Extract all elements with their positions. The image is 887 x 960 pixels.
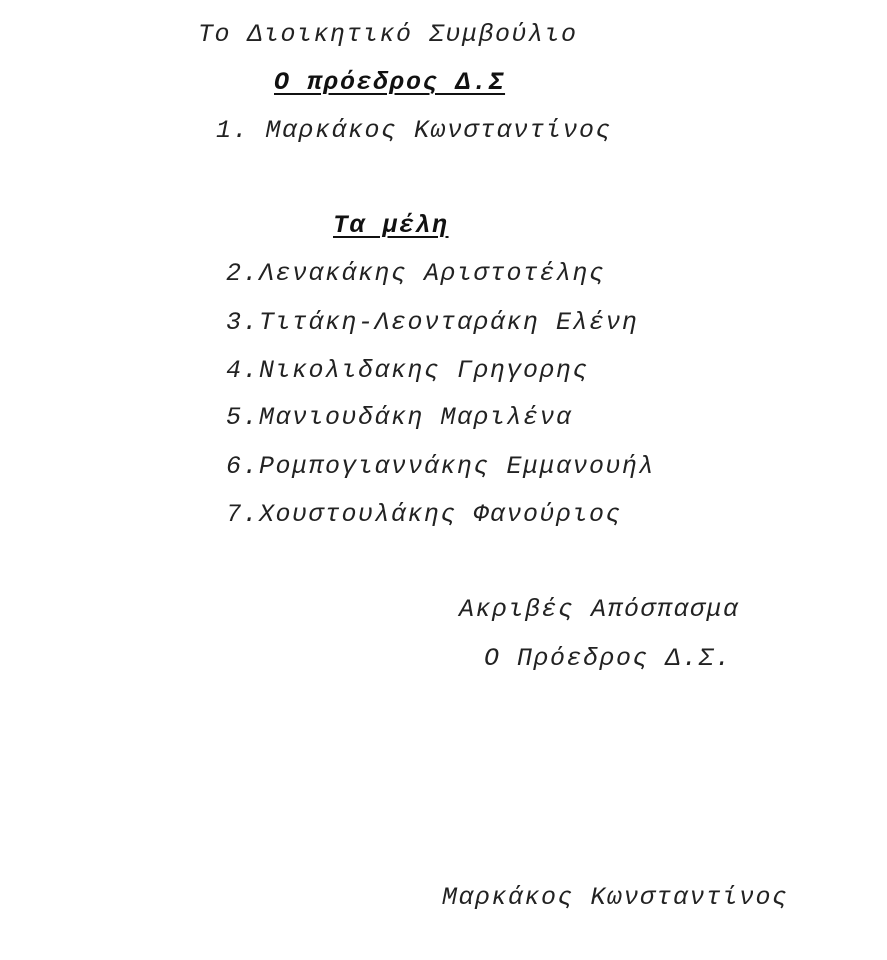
signatory-name: Μαρκάκος Κωνσταντίνος	[442, 883, 789, 912]
member-item: 2.Λενακάκης Αριστοτέλης	[226, 259, 606, 288]
president-entry: 1. Μαρκάκος Κωνσταντίνος	[216, 116, 613, 145]
member-item: 7.Χουστουλάκης Φανούριος	[226, 500, 623, 529]
certified-copy-label: Ακριβές Απόσπασμα	[459, 595, 740, 624]
member-item: 4.Νικολιδακης Γρηγορης	[226, 356, 590, 385]
board-heading: Το Διοικητικό Συμβούλιο	[198, 20, 578, 49]
member-item: 3.Τιτάκη-Λεονταράκη Ελένη	[226, 308, 639, 337]
members-title: Τα μέλη	[333, 211, 449, 240]
member-item: 5.Μανιουδάκη Μαριλένα	[226, 403, 573, 432]
president-role-label: Ο Πρόεδρος Δ.Σ.	[484, 644, 732, 673]
member-item: 6.Ρομπογιαννάκης Εμμανουήλ	[226, 452, 656, 481]
president-title: Ο πρόεδρος Δ.Σ	[274, 68, 506, 97]
